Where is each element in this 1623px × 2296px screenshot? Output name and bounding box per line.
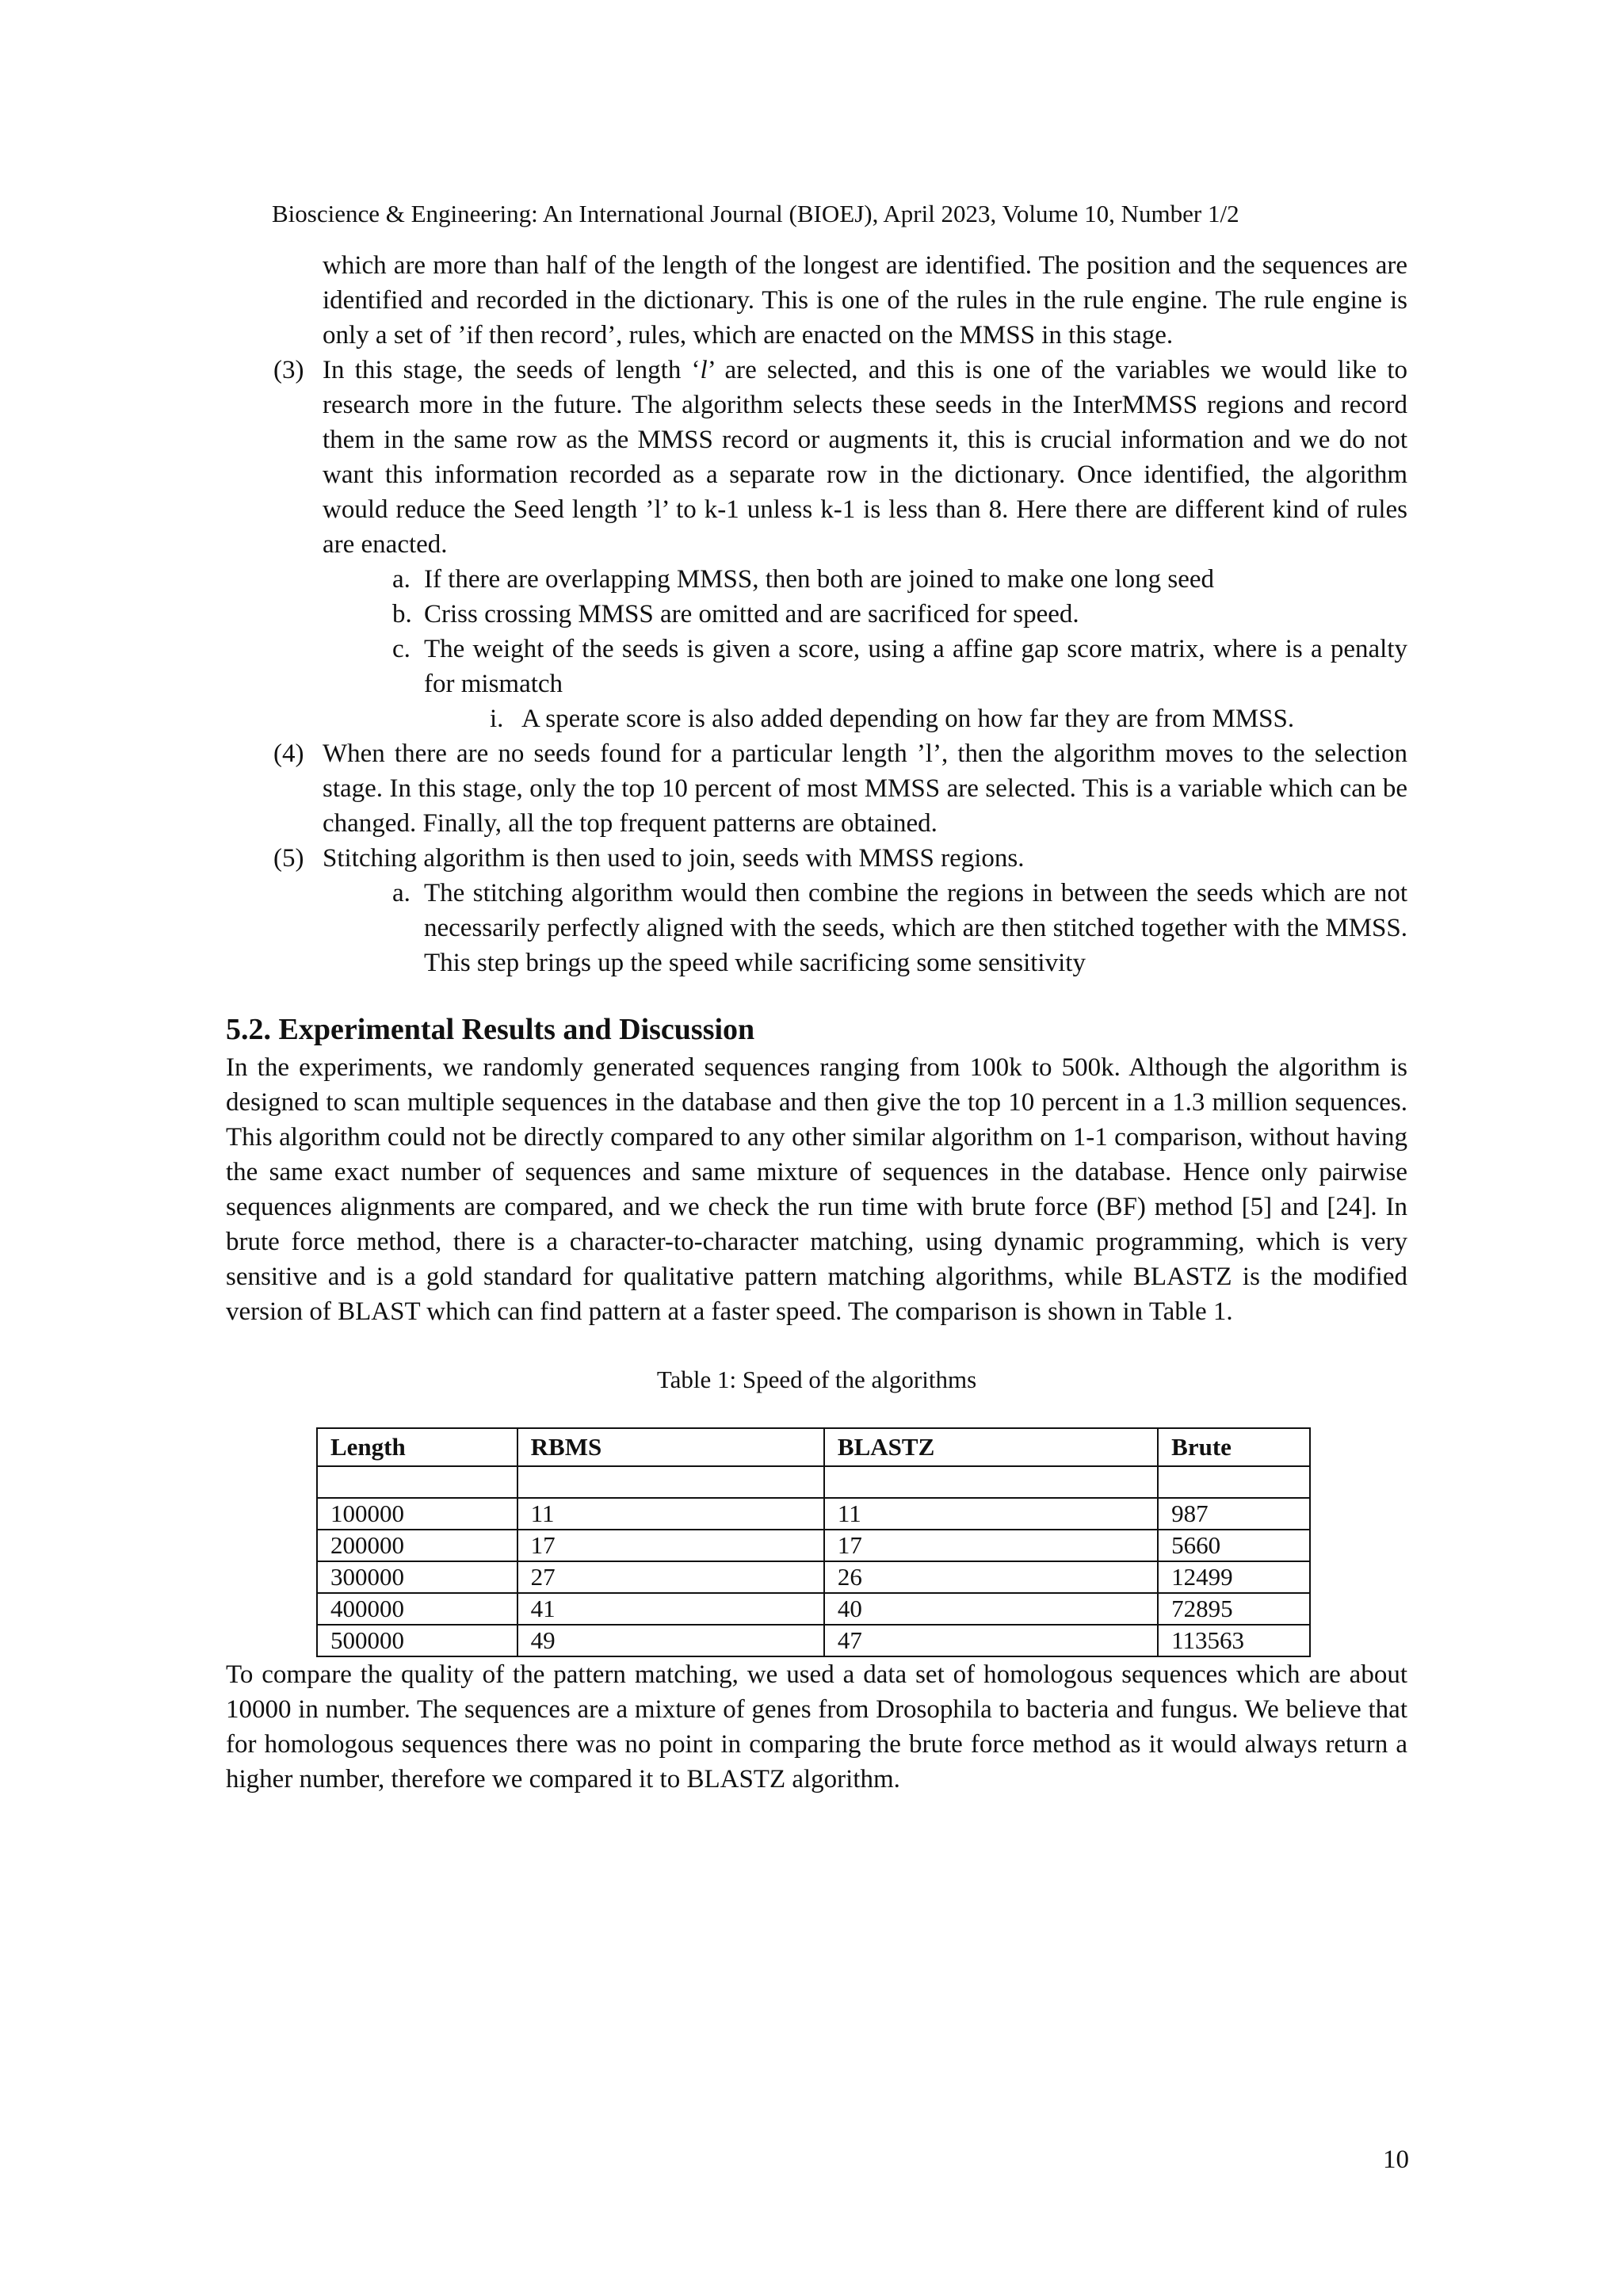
speed-table (316, 1427, 1311, 1657)
step-3-text-part2: ’ are selected, and this is one of the variables we would like to research more in the future. The algorithm selects these seeds in the InterMMSS regions and record them in the same row as the MMSS record or augments it, this is crucial information and we do not want this information recorded as a separate row in the dictionary. Once identified, the algorithm would reduce the Seed length ’l’ to k-1 unless k-1 is less than 8. Here there are different kind of rules are enacted. (323, 356, 1407, 559)
body-paragraph: In the experiments, we randomly generated sequences ranging from 100k to 500k. Although the algorithm is designed to scan multiple sequences in the database and then give the top 10 percent in a 1.3 million sequences. This algorithm could not be directly compared to any other similar algorithm on 1-1 comparison, without having the same exact number of sequences and same mixture of sequences in the database. Hence only pairwise sequences alignments are compared, and we check the run time with brute force (BF) method [5] and [24]. In brute force method, there is a character-to-character matching, using dynamic programming, which is very sensitive and is a gold standard for qualitative pattern matching algorithms, while BLASTZ is the modified version of BLAST which can find pattern at a faster speed. The comparison is shown in Table 1. (226, 1053, 1407, 1326)
list-marker: a. (392, 879, 411, 907)
table-caption: Table 1: Speed of the algorithms (656, 1366, 977, 1393)
list-item-step-5 (226, 841, 1407, 876)
list-marker: b. (392, 600, 412, 628)
table-cell (317, 1466, 517, 1498)
table-cell: 49 (517, 1625, 824, 1656)
table-cell: 12499 (1158, 1561, 1310, 1593)
list-item-step-4 (226, 736, 1407, 841)
table-cell: 41 (517, 1593, 824, 1625)
column-header-brute: Brute (1158, 1428, 1310, 1466)
column-header-length: Length (317, 1428, 517, 1466)
list-item-text: When there are no seeds found for a particular length ’l’, then the algorithm moves to the selection stage. In this stage, only the top 10 percent of most MMSS are selected. This is a variable which can be changed. Finally, all the top frequent patterns are obtained. (323, 739, 1407, 838)
list-item-sub-b (226, 597, 1407, 632)
table-cell: 113563 (1158, 1625, 1310, 1656)
table-cell: 5660 (1158, 1530, 1310, 1561)
page-content (226, 248, 1407, 1797)
list-item-sub-i (226, 701, 1407, 736)
table-cell: 72895 (1158, 1593, 1310, 1625)
list-marker: (5) (273, 844, 304, 873)
list-marker: c. (392, 635, 411, 663)
table-cell: 11 (824, 1498, 1158, 1530)
table-row (317, 1498, 1310, 1530)
list-item-text: The stitching algorithm would then combine the regions in between the seeds which are not necessarily perfectly aligned with the seeds, which are then stitched together with the MMSS. This step brings up the speed while sacrificing some sensitivity (424, 879, 1407, 977)
list-item-text: If there are overlapping MMSS, then both are joined to make one long seed (424, 565, 1215, 594)
table-row (317, 1530, 1310, 1561)
list-item-text: Criss crossing MMSS are omitted and are sacrificed for speed. (424, 600, 1079, 628)
table-cell: 11 (517, 1498, 824, 1530)
list-marker: (4) (273, 739, 304, 768)
seed-length-variable: l (700, 356, 708, 384)
table-row (317, 1593, 1310, 1625)
table-cell: 17 (517, 1530, 824, 1561)
table-cell (824, 1466, 1158, 1498)
list-item-sub-c (226, 632, 1407, 701)
list-marker: i. (490, 705, 504, 733)
table-cell (517, 1466, 824, 1498)
column-header-rbms: RBMS (517, 1428, 824, 1466)
table-row (317, 1561, 1310, 1593)
page-number: 10 (1383, 2145, 1409, 2174)
table-empty-row (317, 1466, 1310, 1498)
step-3-text-part1: In this stage, the seeds of length ‘ (323, 356, 701, 384)
table-cell (1158, 1466, 1310, 1498)
list-item-sub-a (226, 562, 1407, 597)
table-cell: 200000 (317, 1530, 517, 1561)
table-cell: 500000 (317, 1625, 517, 1656)
body-paragraph: To compare the quality of the pattern matching, we used a data set of homologous sequences which are about 10000 in number. The sequences are a mixture of genes from Drosophila to bacteria and fungus. We believe that for homologous sequences there was no point in comparing the brute force method as it would always return a higher number, therefore we compared it to BLASTZ algorithm. (226, 1660, 1407, 1794)
list-marker: (3) (273, 356, 304, 384)
table-cell: 17 (824, 1530, 1158, 1561)
table-cell: 987 (1158, 1498, 1310, 1530)
list-item-sub-a (226, 876, 1407, 980)
table-cell: 300000 (317, 1561, 517, 1593)
step-3-text (323, 353, 1407, 562)
list-item-text: A sperate score is also added depending on how far they are from MMSS. (521, 705, 1295, 733)
list-item-text: Stitching algorithm is then used to join, seeds with MMSS regions. (323, 844, 1025, 873)
table-cell: 47 (824, 1625, 1158, 1656)
continuation-paragraph: which are more than half of the length of the longest are identified. The position and the sequences are identified and recorded in the dictionary. This is one of the rules in the rule engine. The rule engine is only a set of ’if then record’, rules, which are enacted on the MMSS in this stage. (323, 251, 1407, 350)
section-heading: 5.2. Experimental Results and Discussion (226, 1013, 755, 1046)
running-header: Bioscience & Engineering: An International Journal (BIOEJ), April 2023, Volume 10, Number 1/2 (272, 200, 1239, 227)
table-row (317, 1625, 1310, 1656)
list-item-step-3 (226, 353, 1407, 562)
list-item-text: The weight of the seeds is given a score, using a affine gap score matrix, where is a penalty for mismatch (424, 635, 1407, 698)
list-marker: a. (392, 565, 411, 594)
table-cell: 400000 (317, 1593, 517, 1625)
table-cell: 40 (824, 1593, 1158, 1625)
table-header-row (317, 1428, 1310, 1466)
column-header-blastz: BLASTZ (824, 1428, 1158, 1466)
table-cell: 26 (824, 1561, 1158, 1593)
table-cell: 27 (517, 1561, 824, 1593)
table-cell: 100000 (317, 1498, 517, 1530)
